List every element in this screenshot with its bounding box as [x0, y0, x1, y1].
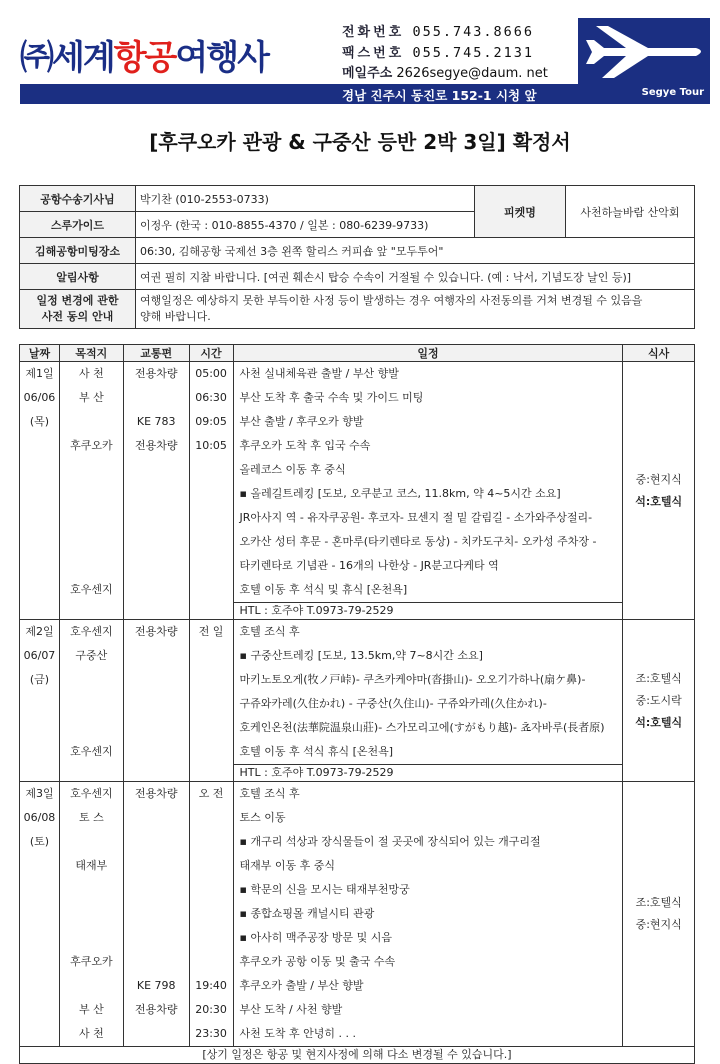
day-schedule: [233, 620, 623, 782]
meal-item: 석:호텔식: [635, 494, 683, 508]
transport-text: [124, 716, 189, 740]
date-text: (금): [29, 673, 50, 686]
schedule-text: 구쥬와카레(久住かれ) - 구중산(久住山)- 구쥬와카레(久住かれ)-: [239, 697, 547, 710]
guide-value: 이정우 (한국 : 010-8855-4370 / 일본 : 080-6239-9733): [136, 212, 475, 238]
time-text: [190, 716, 233, 740]
time-text: 20:30: [195, 1003, 227, 1016]
schedule-text: 사천 실내체육관 출발 / 부산 향발: [239, 367, 399, 380]
transport-text: [124, 1022, 189, 1046]
schedule-text: 태재부 이동 후 중식: [239, 859, 336, 872]
schedule-text: 후쿠오카 도착 후 입국 수속: [239, 439, 371, 452]
day-meals: [623, 782, 695, 1047]
place-text: 토 스: [78, 811, 104, 824]
time-text: [190, 830, 233, 854]
schedule-text: 사천 도착 후 안녕히 . . .: [239, 1027, 356, 1040]
schedule-text: 호텔 이동 후 석식 및 휴식 [온천욕]: [239, 583, 408, 596]
schedule-text: 부산 도착 후 출국 수속 및 가이드 미팅: [239, 391, 424, 404]
place-text: [60, 458, 123, 482]
meal-item: 석:호텔식: [635, 715, 683, 729]
time-text: [190, 950, 233, 974]
change-label: 일정 변경에 관한 사전 동의 안내: [20, 290, 136, 329]
schedule-text: 후쿠오카 공항 이동 및 출국 수속: [239, 955, 396, 968]
day-transport: [123, 362, 189, 620]
transport-text: [124, 806, 189, 830]
date-text: 제1일: [25, 367, 54, 380]
company-header: [20, 18, 710, 104]
time-text: 전 일: [198, 625, 224, 638]
time-text: [190, 554, 233, 578]
transport-text: [124, 854, 189, 878]
day-date: [20, 782, 60, 1047]
driver-value: 박기찬 (010-2553-0733): [136, 186, 475, 212]
day-row: [20, 620, 695, 782]
time-text: 오 전: [198, 787, 224, 800]
company-address: 경남 진주시 동진로 152-1 시청 앞: [342, 88, 537, 103]
phone-label: 전화번호: [342, 25, 405, 40]
schedule-text: ▪ 종합쇼핑몰 캐널시티 관광: [239, 907, 375, 920]
transport-text: [124, 902, 189, 926]
guide-label: 스루가이드: [20, 212, 136, 238]
transport-text: 전용차량: [134, 625, 178, 638]
transport-text: [124, 386, 189, 410]
place-text: 후쿠오카: [70, 955, 113, 968]
schedule-text: 타키렌타로 기념관 - 16개의 나한상 - JR분고다케타 역: [239, 559, 499, 572]
place-text: 사 천: [78, 1027, 104, 1040]
day-places: [59, 782, 123, 1047]
day-transport: [123, 782, 189, 1047]
col-time: 시간: [189, 345, 233, 362]
meeting-value: 06:30, 김해공항 국제선 3층 왼쪽 할리스 커피숍 앞 "모두투어": [136, 238, 695, 264]
place-text: [60, 716, 123, 740]
place-text: 호우센지: [70, 583, 113, 596]
date-text: (목): [29, 415, 50, 428]
date-text: 06/08: [23, 811, 56, 824]
time-text: 19:40: [195, 979, 227, 992]
transport-text: [124, 530, 189, 554]
place-text: [60, 902, 123, 926]
col-schedule: 일정: [233, 345, 623, 362]
time-text: [190, 806, 233, 830]
date-text: (토): [29, 835, 50, 848]
time-text: [190, 854, 233, 878]
day-date: [20, 362, 60, 620]
change-value: 여행일정은 예상하지 못한 부득이한 사정 등이 발생하는 경우 여행자의 사전동의를 거쳐 변경될 수 있음을 양해 바랍니다.: [136, 290, 695, 329]
brand-name: Segye Tour: [641, 87, 704, 98]
schedule-text: 토스 이동: [239, 811, 286, 824]
itinerary-table: [19, 344, 695, 1064]
day-date: [20, 620, 60, 782]
time-text: 23:30: [195, 1027, 227, 1040]
transport-text: [124, 740, 189, 764]
place-text: [60, 506, 123, 530]
page-title: [후쿠오카 관광 & 구중산 등반 2박 3일] 확정서: [149, 130, 571, 154]
col-place: 목적지: [59, 345, 123, 362]
email-label: 메일주소: [342, 66, 393, 81]
time-text: 10:05: [195, 439, 227, 452]
place-text: 태재부: [75, 859, 108, 872]
date-text: 06/07: [23, 649, 56, 662]
col-date: 날짜: [20, 345, 60, 362]
picket-label: 피켓명: [475, 186, 566, 238]
address-bar: [20, 84, 710, 104]
place-text: 구중산: [75, 649, 108, 662]
notice-label: 알림사항: [20, 264, 136, 290]
transport-text: [124, 482, 189, 506]
transport-text: 전용차량: [134, 439, 178, 452]
schedule-text: 오카산 성터 후문 - 혼마루(타키렌타로 동상) - 치카도구치- 오카성 주차장 -: [239, 535, 597, 548]
transport-text: 전용차량: [134, 787, 178, 800]
meal-item: 조:호텔식: [635, 671, 682, 685]
transport-text: [124, 668, 189, 692]
place-text: 부 산: [78, 1003, 104, 1016]
transport-text: KE 798: [136, 979, 176, 992]
schedule-text: 호케인온천(法華院温泉山莊)- 스가모리고에(すがもり越)- 쵸자바루(長者原): [239, 721, 605, 734]
transport-text: [124, 578, 189, 602]
hotel-info: HTL : 호주야 T.0973-79-2529: [234, 764, 623, 781]
place-text: 호우센지: [70, 625, 113, 638]
day-places: [59, 362, 123, 620]
place-text: [60, 830, 123, 854]
place-text: 호우센지: [70, 787, 113, 800]
place-text: 후쿠오카: [70, 439, 113, 452]
schedule-text: ▪ 개구리 석상과 장식물들이 절 곳곳에 장식되어 있는 개구리절: [239, 835, 541, 848]
airplane-icon: [578, 18, 710, 84]
meal-item: 중:현지식: [635, 918, 682, 931]
transport-text: [124, 950, 189, 974]
picket-value: 사천하늘바람 산악회: [566, 186, 695, 238]
schedule-text: 부산 도착 / 사천 향발: [239, 1003, 343, 1016]
day-times: [189, 620, 233, 782]
time-text: [190, 668, 233, 692]
place-text: [60, 878, 123, 902]
day-schedule: [233, 362, 623, 620]
col-meal: 식사: [623, 345, 695, 362]
day-schedule: [233, 782, 623, 1047]
day-meals: [623, 362, 695, 620]
transport-text: [124, 644, 189, 668]
transport-text: KE 783: [136, 415, 176, 428]
schedule-text: ▪ 학문의 신을 모시는 태재부천망궁: [239, 883, 410, 896]
schedule-text: ▪ 아사히 맥주공장 방문 및 시음: [239, 931, 392, 944]
col-transport: 교통편: [123, 345, 189, 362]
info-table: [19, 185, 695, 329]
contact-block: [342, 22, 548, 84]
place-text: 부 산: [78, 391, 104, 404]
schedule-text: 호텔 이동 후 석식 휴식 [온천욕]: [239, 745, 394, 758]
footer-note: [상기 일정은 항공 및 현지사정에 의해 다소 변경될 수 있습니다.]: [20, 1047, 695, 1064]
meeting-label: 김해공항미팅장소: [20, 238, 136, 264]
schedule-text: ▪ 올레길트레킹 [도보, 오쿠분고 코스, 11.8km, 약 4~5시간 소요]: [239, 487, 561, 500]
time-text: 09:05: [195, 415, 227, 428]
day-times: [189, 782, 233, 1047]
schedule-text: 올레코스 이동 후 중식: [239, 463, 346, 476]
time-text: 06:30: [195, 391, 227, 404]
time-text: [190, 506, 233, 530]
fax-number: 055.745.2131: [412, 45, 535, 61]
place-text: [60, 926, 123, 950]
place-text: [60, 554, 123, 578]
transport-text: [124, 692, 189, 716]
hotel-info: HTL : 호주야 T.0973-79-2529: [234, 602, 623, 619]
time-text: 05:00: [195, 367, 227, 380]
schedule-text: JR아사지 역 - 유자쿠공원- 후코자- 묘센지 절 밑 갈림길 - 소가와주상절리-: [239, 511, 593, 524]
schedule-text: 호텔 조식 후: [239, 625, 300, 638]
day-meals: [623, 620, 695, 782]
fax-label: 팩스번호: [342, 46, 405, 61]
place-text: [60, 482, 123, 506]
time-text: [190, 578, 233, 602]
day-times: [189, 362, 233, 620]
transport-text: [124, 926, 189, 950]
schedule-text: 마키노토오게(牧ノ戸峠)- 쿠츠카케야마(沓掛山)- 오오기가하나(扇ケ鼻)-: [239, 673, 586, 686]
company-logo: ㈜세계항공여행사: [20, 38, 268, 78]
time-text: [190, 878, 233, 902]
notice-value: 여권 필히 지참 바랍니다. [여권 훼손시 탑승 수속이 거절될 수 있습니다. (예 : 낙서, 기념도장 날인 등)]: [136, 264, 695, 290]
time-text: [190, 902, 233, 926]
date-text: 제2일: [25, 625, 54, 638]
transport-text: [124, 506, 189, 530]
place-text: [60, 692, 123, 716]
email-address: 2626segye@daum. net: [396, 66, 548, 81]
place-text: [60, 530, 123, 554]
place-text: [60, 410, 123, 434]
day-row: [20, 782, 695, 1047]
transport-text: [124, 830, 189, 854]
schedule-text: 후쿠오카 출발 / 부산 향발: [239, 979, 364, 992]
place-text: 사 천: [78, 367, 104, 380]
time-text: [190, 530, 233, 554]
time-text: [190, 692, 233, 716]
schedule-text: 호텔 조식 후: [239, 787, 300, 800]
day-transport: [123, 620, 189, 782]
transport-text: [124, 458, 189, 482]
schedule-text: 부산 출발 / 후쿠오카 향발: [239, 415, 364, 428]
day-row: [20, 362, 695, 620]
place-text: [60, 668, 123, 692]
phone-number: 055.743.8666: [412, 24, 535, 40]
place-text: [60, 974, 123, 998]
schedule-text: ▪ 구중산트레킹 [도보, 13.5km,약 7~8시간 소요]: [239, 649, 483, 662]
transport-text: 전용차량: [134, 1003, 178, 1016]
time-text: [190, 740, 233, 764]
time-text: [190, 926, 233, 950]
place-text: 호우센지: [70, 745, 113, 758]
day-places: [59, 620, 123, 782]
time-text: [190, 644, 233, 668]
date-text: 06/06: [23, 391, 56, 404]
transport-text: 전용차량: [134, 367, 178, 380]
transport-text: [124, 554, 189, 578]
date-text: 제3일: [25, 787, 54, 800]
time-text: [190, 458, 233, 482]
meal-item: 중:현지식: [635, 472, 682, 486]
meal-item: 중:도시락: [635, 693, 682, 707]
driver-label: 공항수송기사님: [20, 186, 136, 212]
meal-item: 조:호텔식: [635, 896, 682, 909]
transport-text: [124, 878, 189, 902]
time-text: [190, 482, 233, 506]
